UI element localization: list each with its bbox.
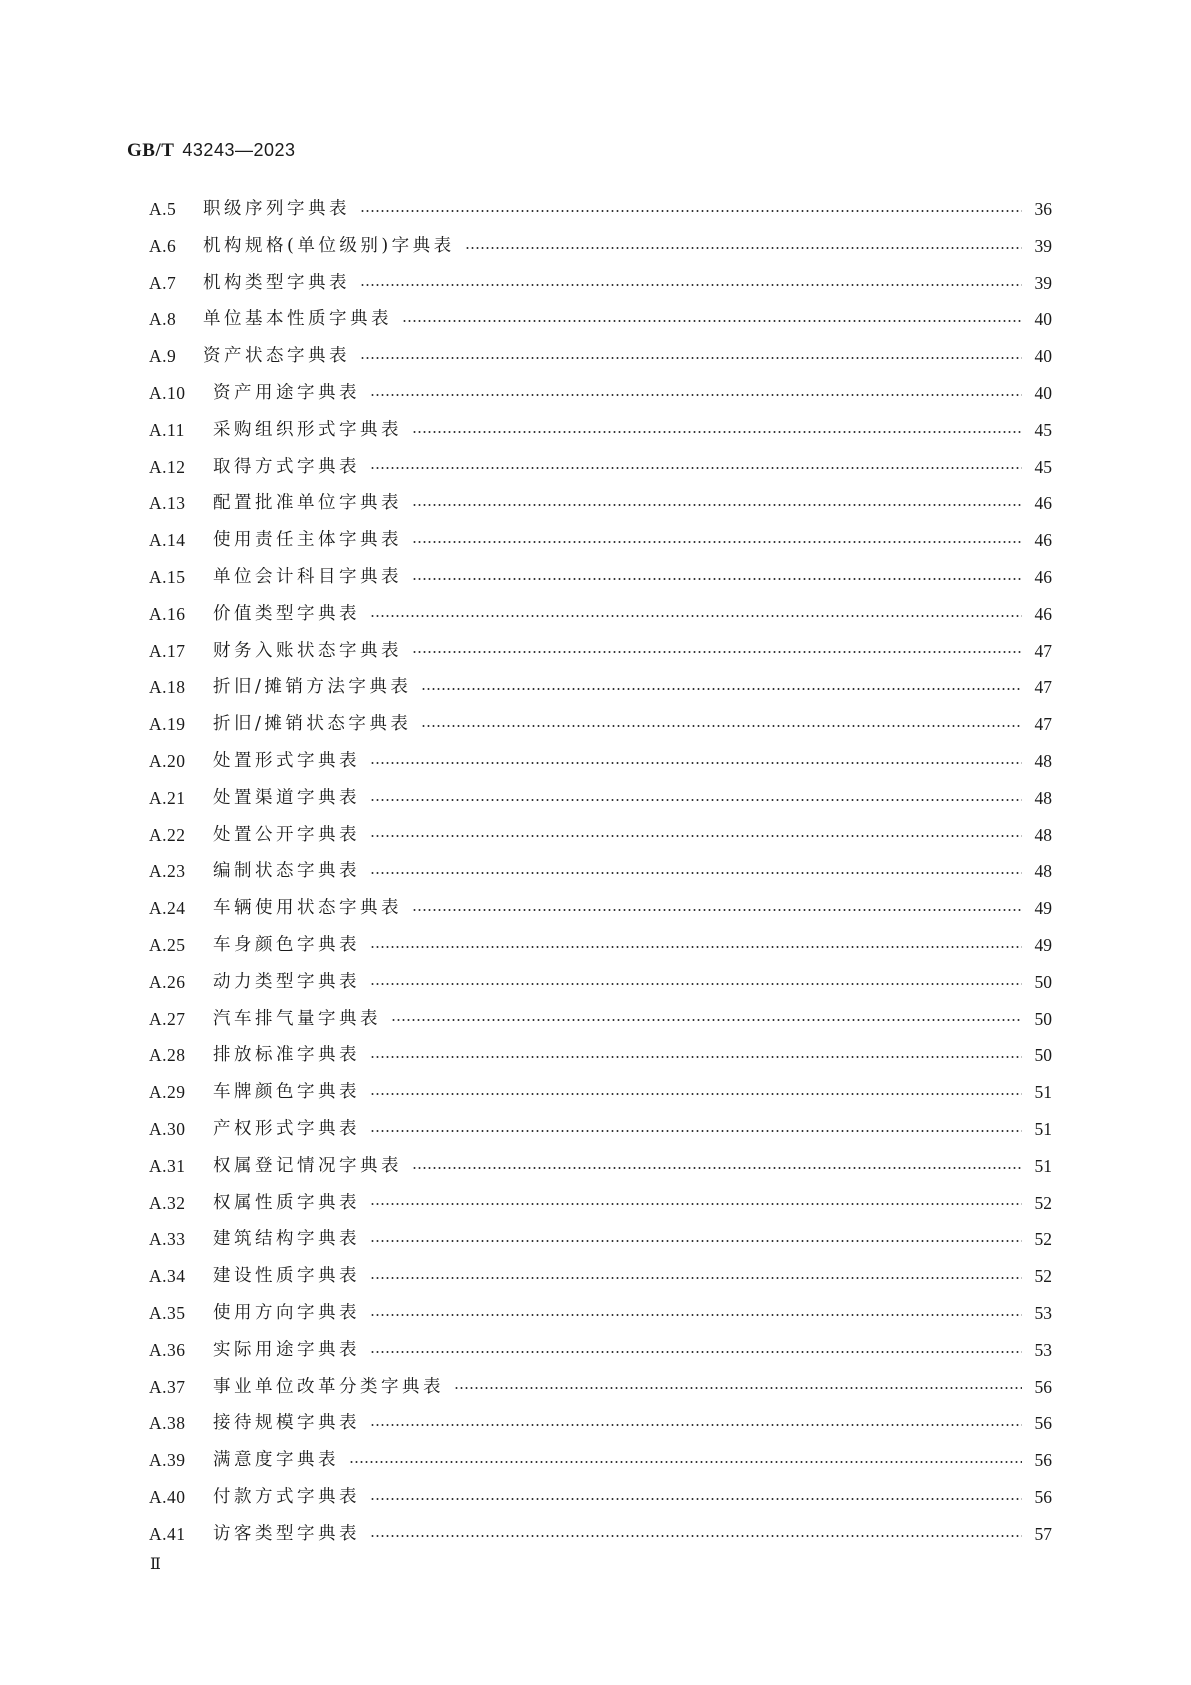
toc-entry-title: 折旧/摊销状态字典表 [213,714,412,735]
toc-entry-number: A.22 [149,824,186,845]
toc-dot-leader [412,412,1026,449]
toc-entry[interactable] [149,633,1052,670]
toc-entry[interactable] [149,1369,1052,1406]
toc-entry-number: A.24 [149,898,186,919]
toc-entry-number: A.29 [149,1082,186,1103]
toc-entry-page: 50 [1034,971,1052,992]
page-number: Ⅱ [150,1556,161,1573]
toc-entry-title: 单位会计科目字典表 [213,566,402,587]
toc-entry-title: 产权形式字典表 [213,1118,360,1139]
toc-dot-leader [412,485,1026,522]
toc-entry[interactable] [149,1332,1052,1369]
toc-entry-title: 使用方向字典表 [213,1302,360,1323]
toc-entry-page: 52 [1034,1229,1052,1250]
toc-entry-title: 车牌颜色字典表 [213,1082,360,1103]
toc-entry-title: 资产用途字典表 [213,382,360,403]
toc-entry-number: A.35 [149,1302,186,1323]
toc-dot-leader [360,265,1026,302]
toc-entry-number: A.13 [149,493,186,514]
toc-entry-title: 职级序列字典表 [203,199,350,219]
toc-entry-title: 使用责任主体字典表 [213,530,402,551]
toc-entry[interactable] [149,1074,1052,1111]
toc-dot-leader [402,301,1026,338]
toc-dot-leader [370,1295,1026,1332]
toc-entry[interactable] [149,559,1052,596]
toc-dot-leader [370,1221,1026,1258]
toc-entry[interactable] [149,412,1052,449]
toc-entry[interactable] [149,596,1052,633]
toc-dot-leader [421,669,1026,706]
toc-entry-number: A.41 [149,1523,186,1544]
toc-entry-number: A.18 [149,677,186,698]
toc-dot-leader [391,1000,1026,1037]
toc-entry-page: 56 [1034,1413,1052,1434]
toc-entry-page: 50 [1034,1008,1052,1029]
toc-entry-page: 50 [1034,1045,1052,1066]
toc-entry-number: A.15 [149,566,186,587]
toc-entry-title: 车辆使用状态字典表 [213,898,402,919]
toc-entry[interactable] [149,449,1052,486]
toc-entry[interactable] [149,927,1052,964]
toc-entry-title: 折旧/摊销方法字典表 [213,677,412,698]
toc-entry-number: A.16 [149,603,186,624]
toc-entry-title: 访客类型字典表 [213,1523,360,1544]
toc-entry-title: 财务入账状态字典表 [213,640,402,661]
toc-entry-title: 取得方式字典表 [213,456,360,477]
toc-entry-page: 47 [1034,714,1052,735]
toc-entry-page: 52 [1034,1192,1052,1213]
toc-entry[interactable] [149,338,1052,375]
toc-dot-leader [349,1442,1026,1479]
toc-entry[interactable] [149,1258,1052,1295]
document-header [127,140,296,162]
toc-entry-title: 付款方式字典表 [213,1486,360,1507]
toc-dot-leader [370,853,1026,890]
toc-entry-number: A.7 [149,272,177,293]
toc-entry[interactable] [149,1037,1052,1074]
toc-entry-title: 资产状态字典表 [203,346,350,367]
toc-entry-title: 处置形式字典表 [213,750,360,771]
toc-entry[interactable] [149,890,1052,927]
toc-dot-leader [370,743,1026,780]
toc-dot-leader [370,1405,1026,1442]
toc-entry[interactable] [149,375,1052,412]
toc-entry-page: 49 [1034,934,1052,955]
toc-entry-number: A.40 [149,1486,186,1507]
toc-entry-page: 56 [1034,1450,1052,1471]
toc-entry-number: A.21 [149,787,186,808]
toc-entry-page: 45 [1034,419,1052,440]
toc-entry-title: 汽车排气量字典表 [213,1008,381,1029]
toc-entry-number: A.37 [149,1376,186,1397]
toc-entry[interactable] [149,522,1052,559]
toc-entry-title: 采购组织形式字典表 [213,419,402,440]
standard-number: 43243—2023 [182,140,296,160]
toc-entry-number: A.32 [149,1192,186,1213]
toc-entry-title: 价值类型字典表 [213,603,360,624]
toc-entry-page: 40 [1034,309,1052,330]
toc-entry-page: 48 [1034,750,1052,771]
toc-dot-leader [370,780,1026,817]
toc-entry-page: 48 [1034,787,1052,808]
toc-entry[interactable] [149,1111,1052,1148]
toc-entry-number: A.11 [149,419,185,440]
toc-entry-page: 53 [1034,1302,1052,1323]
toc-entry[interactable] [149,780,1052,817]
toc-entry-title: 单位基本性质字典表 [203,309,392,330]
toc-entry-title: 机构规格(单位级别)字典表 [203,235,455,256]
toc-entry-title: 建筑结构字典表 [213,1229,360,1250]
toc-entry-title: 权属性质字典表 [213,1192,360,1213]
toc-dot-leader [360,191,1026,228]
toc-entry-page: 51 [1034,1082,1052,1103]
toc-entry-number: A.20 [149,750,186,771]
toc-entry-number: A.27 [149,1008,186,1029]
toc-entry-page: 36 [1034,199,1052,219]
toc-entry-number: A.30 [149,1118,186,1139]
toc-entry-title: 权属登记情况字典表 [213,1155,402,1176]
toc-dot-leader [465,228,1026,265]
toc-entry[interactable] [149,743,1052,780]
toc-entry-title: 事业单位改革分类字典表 [213,1376,444,1397]
toc-entry-page: 56 [1034,1376,1052,1397]
toc-dot-leader [370,964,1026,1001]
toc-entry-number: A.26 [149,971,186,992]
toc-entry-page: 48 [1034,824,1052,845]
toc-entry-page: 53 [1034,1339,1052,1360]
toc-entry[interactable] [149,191,1052,228]
toc-entry[interactable] [149,817,1052,854]
toc-entry-number: A.10 [149,382,186,403]
toc-dot-leader [421,706,1026,743]
toc-entry-number: A.39 [149,1450,186,1471]
toc-entry-title: 处置渠道字典表 [213,787,360,808]
toc-dot-leader [370,375,1026,412]
toc-entry-number: A.36 [149,1339,186,1360]
toc-entry-title: 动力类型字典表 [213,971,360,992]
toc-entry-title: 建设性质字典表 [213,1266,360,1287]
toc-dot-leader [412,890,1026,927]
toc-entry-number: A.28 [149,1045,186,1066]
toc-entry-number: A.19 [149,714,186,735]
toc-entry[interactable] [149,1479,1052,1516]
toc-entry-page: 52 [1034,1266,1052,1287]
toc-entry-page: 46 [1034,530,1052,551]
toc-dot-leader [370,596,1026,633]
toc-entry-number: A.12 [149,456,186,477]
toc-dot-leader [370,1111,1026,1148]
toc-entry-title: 机构类型字典表 [203,272,350,293]
toc-dot-leader [370,1332,1026,1369]
toc-entry-number: A.14 [149,530,186,551]
toc-entry-title: 配置批准单位字典表 [213,493,402,514]
toc-entry-number: A.33 [149,1229,186,1250]
toc-dot-leader [360,338,1026,375]
toc-entry[interactable] [149,1405,1052,1442]
toc-dot-leader [412,1148,1026,1185]
toc-entry[interactable] [149,1185,1052,1222]
toc-dot-leader [370,448,1026,485]
toc-entry[interactable] [149,1221,1052,1258]
toc-entry-number: A.23 [149,861,186,882]
toc-entry-page: 56 [1034,1486,1052,1507]
toc-entry-page: 51 [1034,1118,1052,1139]
toc-entry-page: 57 [1034,1523,1052,1544]
toc-entry[interactable] [149,706,1052,743]
toc-dot-leader [370,927,1026,964]
toc-entry-page: 49 [1034,898,1052,919]
toc-entry-page: 46 [1034,493,1052,514]
toc-entry-page: 46 [1034,566,1052,587]
toc-entry[interactable] [149,265,1052,302]
toc-entry-page: 39 [1034,235,1052,256]
toc-entry-number: A.34 [149,1266,186,1287]
toc-dot-leader [412,632,1026,669]
toc-entry-title: 排放标准字典表 [213,1045,360,1066]
toc-entry[interactable] [149,1148,1052,1185]
toc-dot-leader [370,1479,1026,1516]
toc-entry-page: 47 [1034,677,1052,698]
toc-entry[interactable] [149,964,1052,1001]
toc-entry-page: 40 [1034,346,1052,367]
toc-entry[interactable] [149,669,1052,706]
toc-entry-title: 车身颜色字典表 [213,934,360,955]
toc-entry-number: A.8 [149,309,177,330]
table-of-contents [149,191,1052,1552]
toc-dot-leader [370,1516,1026,1553]
toc-entry[interactable] [149,485,1052,522]
toc-entry-title: 满意度字典表 [213,1450,339,1471]
toc-entry[interactable] [149,228,1052,265]
toc-entry-number: A.38 [149,1413,186,1434]
toc-dot-leader [454,1368,1026,1405]
toc-entry[interactable] [149,1295,1052,1332]
toc-dot-leader [370,1074,1026,1111]
toc-entry-page: 45 [1034,456,1052,477]
toc-dot-leader [412,522,1026,559]
toc-entry-number: A.5 [149,199,177,219]
toc-entry[interactable] [149,1516,1052,1553]
toc-entry-title: 处置公开字典表 [213,824,360,845]
toc-entry-title: 实际用途字典表 [213,1339,360,1360]
toc-entry-number: A.6 [149,235,177,256]
toc-entry-title: 编制状态字典表 [213,861,360,882]
toc-entry-page: 39 [1034,272,1052,293]
toc-entry-number: A.9 [149,346,177,367]
toc-dot-leader [370,1184,1026,1221]
standard-prefix: GB/T [127,140,175,161]
toc-dot-leader [370,816,1026,853]
toc-dot-leader [412,559,1026,596]
toc-entry-page: 51 [1034,1155,1052,1176]
toc-entry[interactable] [149,1442,1052,1479]
toc-entry-page: 40 [1034,382,1052,403]
toc-entry-number: A.17 [149,640,186,661]
toc-entry[interactable] [149,1001,1052,1038]
toc-entry-page: 48 [1034,861,1052,882]
toc-entry-page: 46 [1034,603,1052,624]
toc-entry-title: 接待规模字典表 [213,1413,360,1434]
toc-entry[interactable] [149,301,1052,338]
toc-dot-leader [370,1037,1026,1074]
toc-entry-page: 47 [1034,640,1052,661]
toc-dot-leader [370,1258,1026,1295]
toc-entry[interactable] [149,853,1052,890]
toc-entry-number: A.25 [149,934,186,955]
toc-entry-number: A.31 [149,1155,186,1176]
